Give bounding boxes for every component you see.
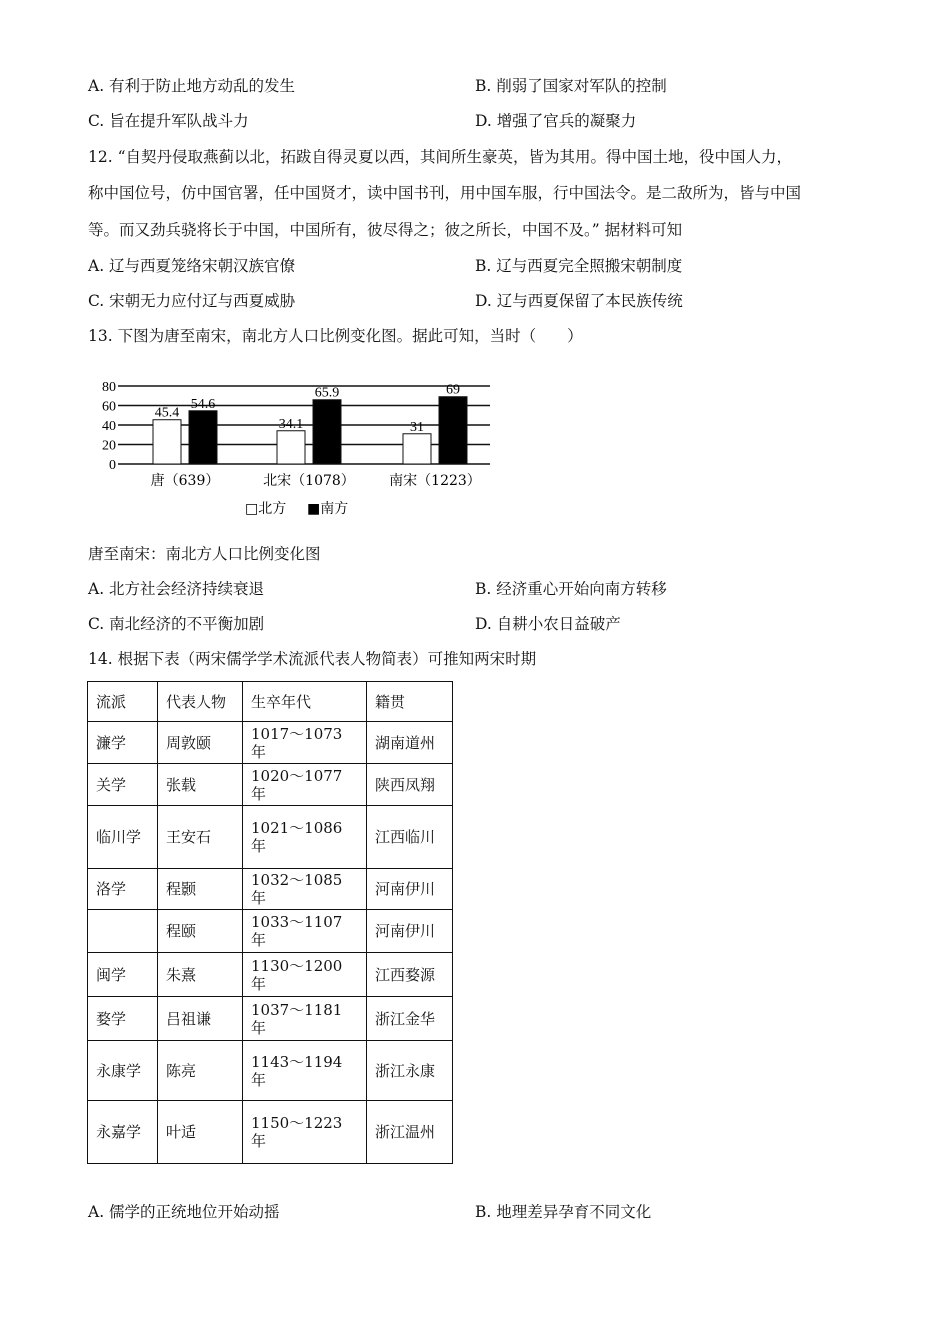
data-label: 69	[446, 382, 460, 398]
q13-option-d: D. 自耕小农日益破产	[475, 615, 621, 633]
table-cell: 1150～1223 年	[243, 1101, 367, 1164]
table-row	[88, 764, 453, 806]
q13-option-c: C. 南北经济的不平衡加剧	[88, 615, 265, 633]
y-tick-label: 40	[102, 419, 116, 434]
y-tick-label: 60	[102, 399, 116, 415]
table-cell: 关学	[88, 764, 158, 806]
table-cell: 浙江永康	[367, 1041, 453, 1101]
table-row	[88, 869, 453, 910]
data-label: 45.4	[154, 405, 180, 421]
bar-north	[153, 420, 181, 464]
q12-stem-line: 称中国位号，仿中国官署，任中国贤才，读中国书刊，用中国车服，行中国法令。是二敌所为，皆与中国	[88, 184, 802, 202]
bar-north	[277, 431, 305, 464]
q11-option-a: A. 有利于防止地方动乱的发生	[88, 77, 296, 95]
data-label: 54.6	[190, 396, 216, 412]
table-cell: 1032～1085 年	[243, 869, 367, 910]
q14-option-a: A. 儒学的正统地位开始动摇	[88, 1203, 280, 1221]
table-cell: 程颢	[158, 869, 243, 910]
chart-caption: 唐至南宋：南北方人口比例变化图	[88, 545, 321, 563]
confucian-schools-table	[87, 681, 453, 1164]
table-cell: 程颐	[158, 910, 243, 953]
table-cell: 1021～1086 年	[243, 806, 367, 869]
q11-option-d: D. 增强了官兵的凝聚力	[475, 112, 637, 130]
table-cell: 永嘉学	[88, 1101, 158, 1164]
bar-south	[189, 411, 217, 464]
q12-option-d: D. 辽与西夏保留了本民族传统	[475, 292, 683, 310]
table-cell: 陈亮	[158, 1041, 243, 1101]
table-cell: 1037～1181 年	[243, 997, 367, 1041]
table-header-cell: 代表人物	[158, 682, 243, 722]
table-cell: 闽学	[88, 953, 158, 997]
table-cell: 江西婺源	[367, 953, 453, 997]
table-row	[88, 1101, 453, 1164]
table-cell: 张载	[158, 764, 243, 806]
x-tick-label: 北宋（1078）	[263, 473, 355, 489]
table-cell: 江西临川	[367, 806, 453, 869]
y-tick-label: 0	[109, 458, 116, 473]
y-tick-label: 80	[102, 380, 116, 395]
table-row	[88, 953, 453, 997]
q11-option-b: B. 削弱了国家对军队的控制	[475, 77, 667, 95]
table-cell: 1017～1073 年	[243, 722, 367, 764]
table-cell: 浙江金华	[367, 997, 453, 1041]
bar-south	[439, 397, 467, 464]
data-label: 34.1	[278, 416, 304, 432]
table-cell: 1130～1200 年	[243, 953, 367, 997]
table-cell: 婺学	[88, 997, 158, 1041]
table-cell: 王安石	[158, 806, 243, 869]
data-label: 65.9	[314, 385, 340, 401]
table-cell: 浙江温州	[367, 1101, 453, 1164]
table-cell: 濂学	[88, 722, 158, 764]
table-row	[88, 910, 453, 953]
q11-option-c: C. 旨在提升军队战斗力	[88, 112, 249, 130]
bar-south	[313, 400, 341, 464]
table-cell: 朱熹	[158, 953, 243, 997]
table-row	[88, 997, 453, 1041]
table-cell: 河南伊川	[367, 910, 453, 953]
table-cell: 1143～1194 年	[243, 1041, 367, 1101]
q13-stem: 13. 下图为唐至南宋，南北方人口比例变化图。据此可知，当时（ ）	[88, 327, 583, 345]
table-row	[88, 1041, 453, 1101]
table-cell	[88, 910, 158, 953]
table-row	[88, 722, 453, 764]
table-cell: 洛学	[88, 869, 158, 910]
table-header-cell: 籍贯	[367, 682, 453, 722]
table-cell: 陕西凤翔	[367, 764, 453, 806]
table-header-cell: 流派	[88, 682, 158, 722]
legend-north: □北方	[245, 501, 287, 517]
y-tick-label: 20	[102, 438, 116, 454]
x-tick-label: 南宋（1223）	[389, 473, 481, 489]
x-tick-label: 唐（639）	[150, 473, 220, 489]
population-bar-chart	[80, 365, 510, 525]
table-header-cell: 生卒年代	[243, 682, 367, 722]
q12-stem-line: 等。而又劲兵骁将长于中国，中国所有，彼尽得之；彼之所长，中国不及。” 据材料可知	[88, 221, 683, 239]
q12-option-c: C. 宋朝无力应付辽与西夏威胁	[88, 292, 296, 310]
q13-option-a: A. 北方社会经济持续衰退	[88, 580, 265, 598]
table-header-row	[88, 682, 453, 722]
bar-north	[403, 434, 431, 464]
q12-stem-line: 12. “自契丹侵取燕蓟以北，拓跋自得灵夏以西，其间所生豪英，皆为其用。得中国土地，役中国人力，	[88, 148, 793, 166]
legend-south: ■南方	[307, 501, 349, 517]
table-cell: 永康学	[88, 1041, 158, 1101]
table-cell: 叶适	[158, 1101, 243, 1164]
q12-option-a: A. 辽与西夏笼络宋朝汉族官僚	[88, 257, 296, 275]
table-row	[88, 806, 453, 869]
q13-option-b: B. 经济重心开始向南方转移	[475, 580, 667, 598]
table-cell: 1033～1107 年	[243, 910, 367, 953]
table-cell: 周敦颐	[158, 722, 243, 764]
data-label: 31	[410, 419, 424, 435]
table-cell: 湖南道州	[367, 722, 453, 764]
q14-stem: 14. 根据下表（两宋儒学学术流派代表人物简表）可推知两宋时期	[88, 650, 537, 668]
table-cell: 吕祖谦	[158, 997, 243, 1041]
q14-option-b: B. 地理差异孕育不同文化	[475, 1203, 652, 1221]
table-cell: 河南伊川	[367, 869, 453, 910]
q12-option-b: B. 辽与西夏完全照搬宋朝制度	[475, 257, 683, 275]
table-cell: 临川学	[88, 806, 158, 869]
table-cell: 1020～1077 年	[243, 764, 367, 806]
